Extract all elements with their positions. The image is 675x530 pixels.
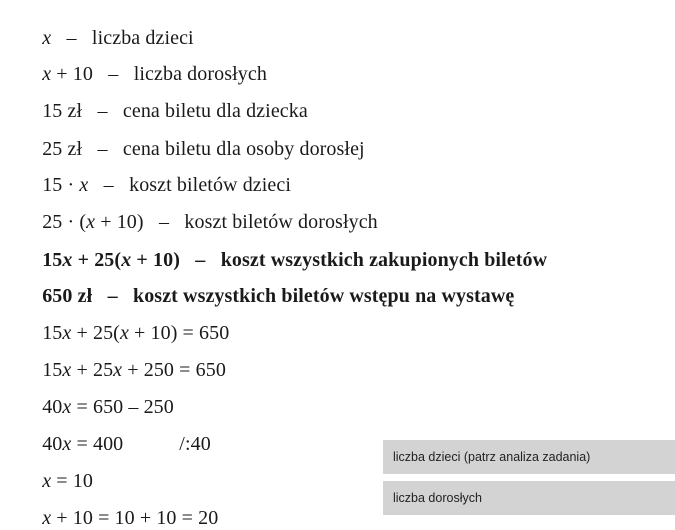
variable: x: [62, 322, 72, 344]
term: + 10) = 650: [128, 322, 230, 344]
division-operation: /:40: [179, 433, 211, 455]
term: + 10 = 10 + 10 = 20: [51, 507, 219, 529]
variable: x: [42, 63, 52, 85]
definition-desc: liczba dzieci: [91, 27, 194, 49]
term: 15: [42, 359, 63, 381]
definition-desc: cena biletu dla osoby dorosłej: [122, 138, 365, 160]
variable: x: [86, 211, 96, 233]
term: 40: [42, 433, 63, 455]
variable: x: [119, 322, 129, 344]
expression: + 10): [131, 249, 180, 271]
variable: x: [42, 507, 52, 529]
expression: + 25(: [72, 249, 122, 271]
definition-desc: koszt biletów dorosłych: [184, 211, 378, 233]
equation-line: [32, 482, 218, 530]
definition-desc: cena biletu dla dziecka: [122, 100, 308, 122]
variable: x: [113, 359, 123, 381]
dash: –: [107, 285, 118, 307]
dash: –: [108, 63, 119, 85]
annotation-adults: liczba dorosłych: [383, 481, 675, 515]
definition-desc: liczba dorosłych: [133, 63, 267, 85]
variable: x: [42, 27, 52, 49]
term: 15: [42, 322, 63, 344]
expression: 25 · (: [42, 211, 87, 233]
variable: x: [79, 174, 89, 196]
annotation-children: liczba dzieci (patrz analiza zadania): [383, 440, 675, 474]
term: 40: [42, 396, 63, 418]
dash: –: [158, 211, 170, 233]
expression: 25 zł: [42, 138, 83, 160]
expression: 15: [42, 249, 63, 271]
variable: x: [62, 396, 72, 418]
expression: + 10): [95, 211, 144, 233]
variable: x: [121, 249, 132, 271]
dash: –: [97, 100, 108, 122]
variable: x: [62, 359, 72, 381]
term: + 25: [71, 359, 114, 381]
dash: –: [103, 174, 114, 196]
variable: x: [42, 470, 52, 492]
definition-desc: koszt wszystkich zakupionych biletów: [220, 249, 548, 271]
expression: 15 ·: [42, 174, 80, 196]
dash: –: [66, 27, 77, 49]
dash: –: [195, 249, 206, 271]
term: + 25(: [71, 322, 120, 344]
term: + 250 = 650: [122, 359, 226, 381]
definition-desc: koszt wszystkich biletów wstępu na wystawę: [132, 285, 515, 307]
term: = 650 – 250: [71, 396, 174, 418]
variable: x: [62, 249, 73, 271]
variable: x: [62, 433, 72, 455]
definition-desc: koszt biletów dzieci: [129, 174, 292, 196]
term: = 10: [51, 470, 93, 492]
term: = 400: [71, 433, 124, 455]
expression: + 10: [51, 63, 93, 85]
expression: 650 zł: [42, 285, 93, 307]
expression: 15 zł: [42, 100, 83, 122]
dash: –: [97, 138, 108, 160]
